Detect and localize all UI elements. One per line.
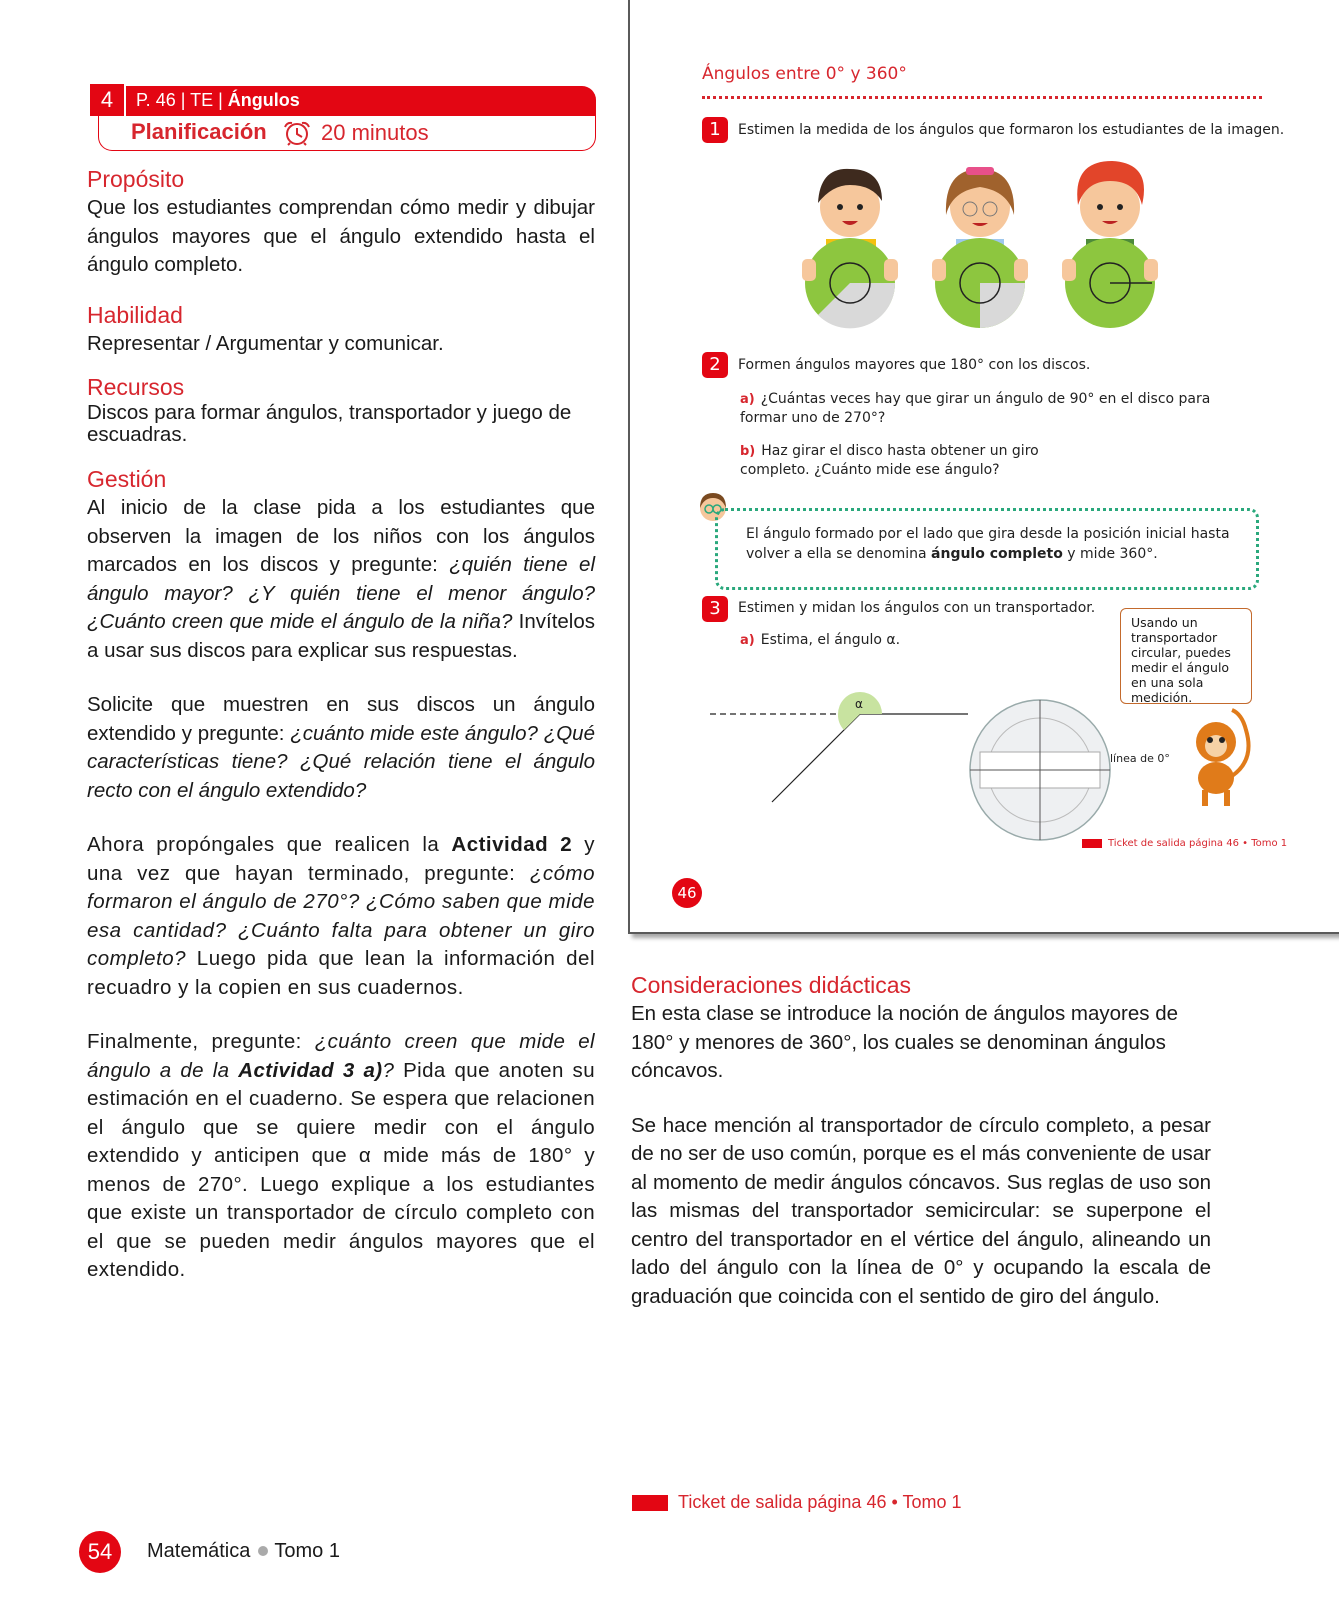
topic: Ángulos: [227, 90, 300, 110]
gestion-paragraph-3: Ahora propóngales que realicen la Actividad 2 y una vez que hayan terminado, pregunte: ¿cómo formaron el ángulo de 270°? ¿Cómo saben que mide esa cantidad? ¿Cuánto falta para obtener un giro completo? Luego pida que lean la información del recuadro y la copien en sus cuadernos.: [87, 833, 595, 999]
gestion-paragraph-1: Al inicio de la clase pida a los estudiantes que observen la imagen de los niños con los ángulos marcados en los discos y pregunte: ¿quién tiene el ángulo mayor? ¿Y quién tiene el menor ángulo? ¿Cuánto creen que mide el ángulo de la niña? Invítelos a usar sus discos para explicar sus respuestas.: [87, 496, 596, 662]
considerations-paragraph-1: En esta clase se introduce la noción de ángulos mayores de 180° y menores de 360°, los cuales se denominan ángulos cóncavos.: [631, 1002, 1179, 1082]
te-label: TE: [190, 90, 214, 110]
page-number: 54: [79, 1531, 121, 1573]
left-column: [87, 164, 595, 1285]
proposito-text: Que los estudiantes comprendan cómo medir y dibujar ángulos mayores que el ángulo extendido hasta el ángulo completo.: [87, 196, 595, 276]
ticket-reference-small: Ticket de salida página 46 • Tomo 1: [1082, 838, 1287, 849]
question-2b: b) Haz girar el disco hasta obtener un giro completo. ¿Cuánto mide ese ángulo?: [740, 443, 1039, 478]
habilidad-text: Representar / Argumentar y comunicar.: [87, 331, 444, 355]
planning-bar: [98, 116, 596, 151]
panel-title: Ángulos entre 0° y 360°: [702, 64, 907, 84]
alpha-label: α: [855, 697, 863, 711]
gestion-heading: Gestión: [87, 466, 167, 492]
question-1-number: 1: [702, 117, 728, 143]
recursos-heading: Recursos: [87, 374, 185, 400]
lesson-header: [90, 86, 596, 152]
angle-protractor-figure: [710, 690, 1270, 850]
question-2-number: 2: [702, 352, 728, 378]
ticket-icon: [632, 1495, 668, 1511]
student-page-preview: [628, 0, 1339, 934]
considerations-heading: Consideraciones didácticas: [631, 972, 911, 998]
page-ref: P. 46: [136, 90, 176, 110]
recursos-text: Discos para formar ángulos, transportador y juego de escuadras.: [87, 401, 572, 446]
title-divider: [702, 96, 1262, 99]
right-column: [631, 970, 1211, 1311]
lesson-reference: P. 46 | TE | Ángulos: [136, 90, 300, 110]
question-3a: a) Estima, el ángulo α.: [740, 632, 901, 648]
considerations-paragraph-2: Se hace mención al transportador de círculo completo, a pesar de no ser de uso común, porque es el más conveniente de usar al momento de medir ángulos cóncavos. Sus reglas de uso son las mismas del transportador semicircular: se superpone el centro del transportador en el vértice del ángulo, alineando un lado del ángulo con la línea de 0° y ocupando la escala de graduación que coincida con el sentido de giro del ángulo.: [631, 1113, 1211, 1308]
gestion-paragraph-4: Finalmente, pregunte: ¿cuánto creen que mide el ángulo a de la Actividad 3 a)? Pida que anoten su estimación en el cuaderno. Se espera que relacionen el ángulo que se quiere medir con el ángulo extendido y anticipen que α mide más de 180° y menos de 270°. Luego explique a los estudiantes que existe un transportador de círculo completo con el que se pueden medir ángulos mayores que el extendido.: [87, 1030, 596, 1281]
hint-bubble: Usando un transportador circular, puedes medir el ángulo en una sola medición.: [1120, 608, 1252, 704]
zero-line-label: línea de 0°: [1110, 752, 1170, 765]
question-2-text: Formen ángulos mayores que 180° con los discos.: [738, 357, 1091, 373]
planning-label: Planificación: [131, 119, 267, 144]
question-1-text: Estimen la medida de los ángulos que formaron los estudiantes de la imagen.: [738, 122, 1285, 138]
question-3-number: 3: [702, 596, 728, 622]
lesson-number: 4: [90, 84, 126, 116]
question-3-text: Estimen y midan los ángulos con un transportador.: [738, 600, 1096, 616]
students-with-discs-illustration: [780, 155, 1180, 335]
footer-label: Matemática Tomo 1: [147, 1540, 340, 1562]
definition-text: El ángulo formado por el lado que gira desde la posición inicial hasta volver a ella se denomina ángulo completo y mide 360°.: [746, 526, 1230, 562]
gestion-paragraph-2: Solicite que muestren en sus discos un ángulo extendido y pregunte: ¿cuánto mide este ángulo? ¿Qué características tiene? ¿Qué relación tiene el ángulo recto con el ángulo extendido?: [87, 693, 595, 802]
question-2a: a) ¿Cuántas veces hay que girar un ángulo de 90° en el disco para formar uno de 270°?: [740, 391, 1211, 426]
student-page-number: 46: [672, 878, 702, 908]
clock-icon: [281, 120, 313, 146]
duration: 20 minutos: [321, 120, 429, 145]
proposito-heading: Propósito: [87, 166, 185, 192]
ticket-icon: [1082, 839, 1102, 848]
habilidad-heading: Habilidad: [87, 301, 183, 328]
ticket-reference: Ticket de salida página 46 • Tomo 1: [632, 1492, 961, 1513]
